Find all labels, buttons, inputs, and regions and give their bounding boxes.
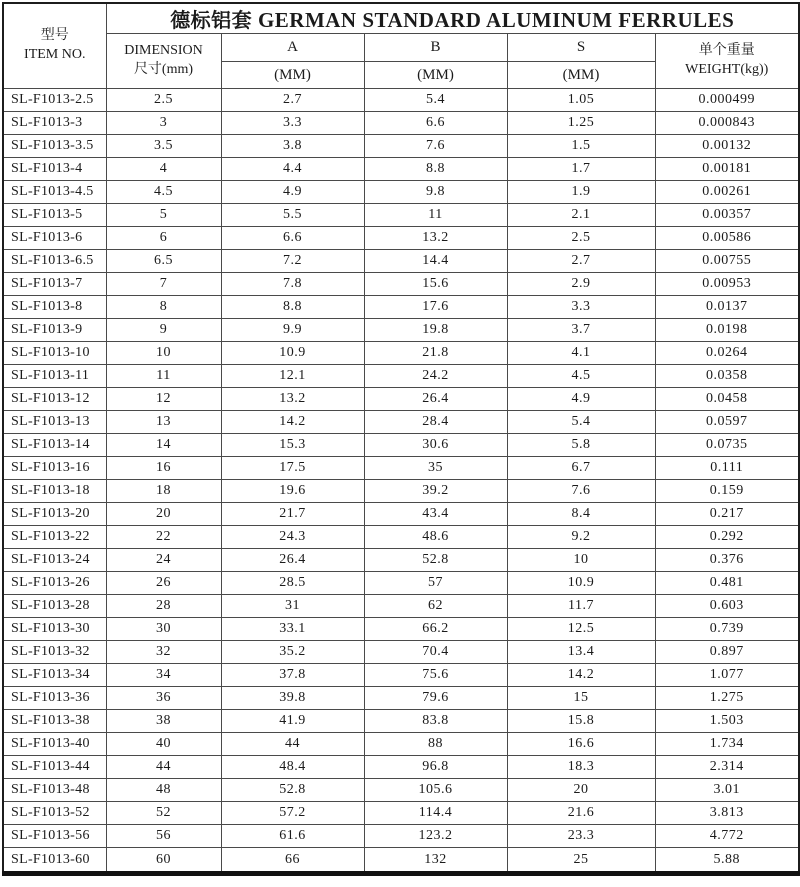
cell-s: 14.2 <box>507 664 655 687</box>
cell-s: 7.6 <box>507 480 655 503</box>
cell-weight: 0.0198 <box>655 319 799 342</box>
cell-b: 14.4 <box>364 250 507 273</box>
header-weight-en: WEIGHT(kg)) <box>685 62 769 77</box>
cell-b: 132 <box>364 848 507 874</box>
table-row <box>3 135 799 158</box>
cell-s: 2.9 <box>507 273 655 296</box>
cell-dimension: 13 <box>106 411 221 434</box>
cell-a: 35.2 <box>221 641 364 664</box>
cell-weight: 0.0735 <box>655 434 799 457</box>
cell-a: 3.8 <box>221 135 364 158</box>
cell-item-no: SL-F1013-48 <box>3 779 106 802</box>
cell-a: 12.1 <box>221 365 364 388</box>
table-row <box>3 319 799 342</box>
cell-item-no: SL-F1013-5 <box>3 204 106 227</box>
cell-b: 52.8 <box>364 549 507 572</box>
cell-s: 25 <box>507 848 655 874</box>
cell-s: 20 <box>507 779 655 802</box>
cell-dimension: 12 <box>106 388 221 411</box>
cell-a: 7.2 <box>221 250 364 273</box>
cell-a: 5.5 <box>221 204 364 227</box>
cell-b: 21.8 <box>364 342 507 365</box>
cell-weight: 0.00261 <box>655 181 799 204</box>
cell-item-no: SL-F1013-6.5 <box>3 250 106 273</box>
cell-b: 43.4 <box>364 503 507 526</box>
cell-s: 4.1 <box>507 342 655 365</box>
cell-weight: 0.111 <box>655 457 799 480</box>
cell-item-no: SL-F1013-7 <box>3 273 106 296</box>
table-row <box>3 687 799 710</box>
cell-dimension: 18 <box>106 480 221 503</box>
cell-b: 7.6 <box>364 135 507 158</box>
cell-s: 5.4 <box>507 411 655 434</box>
cell-b: 30.6 <box>364 434 507 457</box>
cell-dimension: 28 <box>106 595 221 618</box>
cell-b: 70.4 <box>364 641 507 664</box>
cell-weight: 0.00755 <box>655 250 799 273</box>
cell-a: 2.7 <box>221 89 364 112</box>
cell-b: 26.4 <box>364 388 507 411</box>
cell-weight: 0.0137 <box>655 296 799 319</box>
cell-s: 2.5 <box>507 227 655 250</box>
cell-b: 114.4 <box>364 802 507 825</box>
cell-a: 33.1 <box>221 618 364 641</box>
table-title-en: GERMAN STANDARD ALUMINUM FERRULES <box>257 8 735 32</box>
header-col-b: B <box>364 34 507 62</box>
title-row <box>3 3 799 34</box>
cell-weight: 1.077 <box>655 664 799 687</box>
cell-weight: 0.603 <box>655 595 799 618</box>
header-col-a: A <box>221 34 364 62</box>
header-col-a-unit: (MM) <box>221 62 364 89</box>
table-row <box>3 411 799 434</box>
cell-b: 8.8 <box>364 158 507 181</box>
cell-s: 4.5 <box>507 365 655 388</box>
cell-s: 5.8 <box>507 434 655 457</box>
table-row <box>3 733 799 756</box>
table-row <box>3 618 799 641</box>
cell-weight: 0.217 <box>655 503 799 526</box>
cell-item-no: SL-F1013-11 <box>3 365 106 388</box>
header-col-s: S <box>507 34 655 62</box>
cell-dimension: 20 <box>106 503 221 526</box>
cell-s: 13.4 <box>507 641 655 664</box>
cell-s: 6.7 <box>507 457 655 480</box>
cell-item-no: SL-F1013-13 <box>3 411 106 434</box>
cell-b: 39.2 <box>364 480 507 503</box>
table-row <box>3 457 799 480</box>
table-row <box>3 365 799 388</box>
cell-a: 9.9 <box>221 319 364 342</box>
table-row <box>3 250 799 273</box>
cell-a: 48.4 <box>221 756 364 779</box>
cell-item-no: SL-F1013-56 <box>3 825 106 848</box>
cell-weight: 1.734 <box>655 733 799 756</box>
cell-item-no: SL-F1013-3 <box>3 112 106 135</box>
cell-b: 9.8 <box>364 181 507 204</box>
cell-s: 15.8 <box>507 710 655 733</box>
cell-s: 12.5 <box>507 618 655 641</box>
cell-a: 31 <box>221 595 364 618</box>
cell-b: 5.4 <box>364 89 507 112</box>
cell-s: 1.9 <box>507 181 655 204</box>
table-row <box>3 434 799 457</box>
cell-b: 11 <box>364 204 507 227</box>
cell-s: 1.25 <box>507 112 655 135</box>
table-row <box>3 572 799 595</box>
cell-dimension: 5 <box>106 204 221 227</box>
cell-weight: 0.159 <box>655 480 799 503</box>
cell-s: 18.3 <box>507 756 655 779</box>
cell-s: 2.1 <box>507 204 655 227</box>
cell-b: 17.6 <box>364 296 507 319</box>
cell-s: 10 <box>507 549 655 572</box>
cell-s: 3.3 <box>507 296 655 319</box>
cell-item-no: SL-F1013-52 <box>3 802 106 825</box>
cell-s: 2.7 <box>507 250 655 273</box>
cell-item-no: SL-F1013-3.5 <box>3 135 106 158</box>
cell-weight: 0.292 <box>655 526 799 549</box>
table-title <box>106 3 799 34</box>
cell-a: 39.8 <box>221 687 364 710</box>
cell-a: 19.6 <box>221 480 364 503</box>
cell-weight: 3.813 <box>655 802 799 825</box>
cell-weight: 0.0597 <box>655 411 799 434</box>
subheader-row-labels <box>3 34 799 62</box>
cell-a: 14.2 <box>221 411 364 434</box>
cell-s: 21.6 <box>507 802 655 825</box>
cell-b: 6.6 <box>364 112 507 135</box>
cell-a: 57.2 <box>221 802 364 825</box>
table-row <box>3 342 799 365</box>
cell-item-no: SL-F1013-20 <box>3 503 106 526</box>
table-row <box>3 227 799 250</box>
cell-item-no: SL-F1013-38 <box>3 710 106 733</box>
cell-b: 19.8 <box>364 319 507 342</box>
cell-dimension: 60 <box>106 848 221 874</box>
header-item-no <box>3 3 106 89</box>
cell-dimension: 56 <box>106 825 221 848</box>
cell-dimension: 34 <box>106 664 221 687</box>
cell-weight: 0.00586 <box>655 227 799 250</box>
table-row <box>3 526 799 549</box>
table-row <box>3 273 799 296</box>
cell-item-no: SL-F1013-18 <box>3 480 106 503</box>
cell-dimension: 16 <box>106 457 221 480</box>
cell-weight: 0.0358 <box>655 365 799 388</box>
cell-dimension: 6.5 <box>106 250 221 273</box>
cell-a: 3.3 <box>221 112 364 135</box>
cell-dimension: 3 <box>106 112 221 135</box>
cell-a: 28.5 <box>221 572 364 595</box>
cell-dimension: 6 <box>106 227 221 250</box>
table-row <box>3 848 799 874</box>
table-row <box>3 480 799 503</box>
cell-dimension: 36 <box>106 687 221 710</box>
table-row <box>3 664 799 687</box>
cell-b: 13.2 <box>364 227 507 250</box>
table-body <box>3 89 799 874</box>
cell-dimension: 11 <box>106 365 221 388</box>
table-row <box>3 181 799 204</box>
cell-s: 9.2 <box>507 526 655 549</box>
cell-s: 11.7 <box>507 595 655 618</box>
cell-a: 4.9 <box>221 181 364 204</box>
cell-item-no: SL-F1013-24 <box>3 549 106 572</box>
cell-b: 62 <box>364 595 507 618</box>
cell-a: 41.9 <box>221 710 364 733</box>
cell-weight: 0.00132 <box>655 135 799 158</box>
cell-dimension: 26 <box>106 572 221 595</box>
table-row <box>3 756 799 779</box>
cell-weight: 1.275 <box>655 687 799 710</box>
cell-b: 57 <box>364 572 507 595</box>
cell-s: 16.6 <box>507 733 655 756</box>
cell-a: 24.3 <box>221 526 364 549</box>
cell-item-no: SL-F1013-44 <box>3 756 106 779</box>
cell-a: 61.6 <box>221 825 364 848</box>
cell-weight: 3.01 <box>655 779 799 802</box>
cell-weight: 0.000843 <box>655 112 799 135</box>
ferrules-spec-table <box>2 2 800 876</box>
header-item-no-en: ITEM NO. <box>24 47 86 62</box>
cell-a: 15.3 <box>221 434 364 457</box>
cell-a: 52.8 <box>221 779 364 802</box>
cell-s: 10.9 <box>507 572 655 595</box>
cell-dimension: 10 <box>106 342 221 365</box>
cell-a: 6.6 <box>221 227 364 250</box>
cell-a: 4.4 <box>221 158 364 181</box>
cell-dimension: 24 <box>106 549 221 572</box>
header-item-no-zh: 型号 <box>40 28 69 44</box>
cell-item-no: SL-F1013-34 <box>3 664 106 687</box>
cell-dimension: 8 <box>106 296 221 319</box>
cell-weight: 0.00953 <box>655 273 799 296</box>
cell-item-no: SL-F1013-26 <box>3 572 106 595</box>
cell-dimension: 14 <box>106 434 221 457</box>
header-col-s-unit: (MM) <box>507 62 655 89</box>
cell-item-no: SL-F1013-36 <box>3 687 106 710</box>
table-row <box>3 158 799 181</box>
cell-a: 37.8 <box>221 664 364 687</box>
cell-weight: 4.772 <box>655 825 799 848</box>
cell-b: 123.2 <box>364 825 507 848</box>
cell-dimension: 22 <box>106 526 221 549</box>
cell-s: 15 <box>507 687 655 710</box>
header-weight-zh: 单个重量 <box>698 43 755 59</box>
cell-s: 8.4 <box>507 503 655 526</box>
cell-item-no: SL-F1013-8 <box>3 296 106 319</box>
cell-dimension: 40 <box>106 733 221 756</box>
cell-b: 66.2 <box>364 618 507 641</box>
cell-b: 48.6 <box>364 526 507 549</box>
cell-s: 1.7 <box>507 158 655 181</box>
cell-a: 10.9 <box>221 342 364 365</box>
cell-item-no: SL-F1013-28 <box>3 595 106 618</box>
table-row <box>3 779 799 802</box>
cell-item-no: SL-F1013-60 <box>3 848 106 874</box>
cell-dimension: 4.5 <box>106 181 221 204</box>
cell-b: 105.6 <box>364 779 507 802</box>
cell-b: 28.4 <box>364 411 507 434</box>
cell-a: 8.8 <box>221 296 364 319</box>
cell-b: 96.8 <box>364 756 507 779</box>
table-header <box>3 3 799 89</box>
header-col-b-unit: (MM) <box>364 62 507 89</box>
table-row <box>3 89 799 112</box>
cell-weight: 2.314 <box>655 756 799 779</box>
table-row <box>3 388 799 411</box>
cell-weight: 0.000499 <box>655 89 799 112</box>
cell-dimension: 4 <box>106 158 221 181</box>
cell-weight: 0.376 <box>655 549 799 572</box>
cell-b: 88 <box>364 733 507 756</box>
table-row <box>3 503 799 526</box>
cell-a: 26.4 <box>221 549 364 572</box>
cell-weight: 0.00357 <box>655 204 799 227</box>
cell-a: 13.2 <box>221 388 364 411</box>
header-weight <box>655 34 799 89</box>
header-dimension-en: DIMENSION <box>124 43 203 59</box>
cell-a: 7.8 <box>221 273 364 296</box>
cell-weight: 0.897 <box>655 641 799 664</box>
cell-s: 1.5 <box>507 135 655 158</box>
table-row <box>3 710 799 733</box>
table-row <box>3 112 799 135</box>
cell-item-no: SL-F1013-40 <box>3 733 106 756</box>
cell-item-no: SL-F1013-30 <box>3 618 106 641</box>
cell-item-no: SL-F1013-32 <box>3 641 106 664</box>
table-row <box>3 549 799 572</box>
cell-item-no: SL-F1013-4.5 <box>3 181 106 204</box>
cell-dimension: 30 <box>106 618 221 641</box>
cell-item-no: SL-F1013-12 <box>3 388 106 411</box>
table-row <box>3 802 799 825</box>
table-row <box>3 825 799 848</box>
cell-item-no: SL-F1013-22 <box>3 526 106 549</box>
cell-dimension: 38 <box>106 710 221 733</box>
cell-weight: 0.739 <box>655 618 799 641</box>
cell-item-no: SL-F1013-16 <box>3 457 106 480</box>
cell-s: 3.7 <box>507 319 655 342</box>
cell-dimension: 3.5 <box>106 135 221 158</box>
cell-dimension: 44 <box>106 756 221 779</box>
table-row <box>3 204 799 227</box>
cell-a: 21.7 <box>221 503 364 526</box>
cell-item-no: SL-F1013-9 <box>3 319 106 342</box>
header-dimension <box>106 34 221 89</box>
table-row <box>3 296 799 319</box>
cell-b: 35 <box>364 457 507 480</box>
cell-weight: 5.88 <box>655 848 799 874</box>
cell-item-no: SL-F1013-10 <box>3 342 106 365</box>
cell-a: 66 <box>221 848 364 874</box>
cell-s: 4.9 <box>507 388 655 411</box>
cell-item-no: SL-F1013-4 <box>3 158 106 181</box>
header-dimension-zh: 尺寸(mm) <box>133 62 194 77</box>
cell-weight: 0.00181 <box>655 158 799 181</box>
cell-item-no: SL-F1013-6 <box>3 227 106 250</box>
cell-dimension: 2.5 <box>106 89 221 112</box>
cell-dimension: 32 <box>106 641 221 664</box>
cell-b: 75.6 <box>364 664 507 687</box>
cell-weight: 0.0264 <box>655 342 799 365</box>
cell-dimension: 52 <box>106 802 221 825</box>
cell-dimension: 7 <box>106 273 221 296</box>
cell-item-no: SL-F1013-2.5 <box>3 89 106 112</box>
cell-item-no: SL-F1013-14 <box>3 434 106 457</box>
table-title-zh: 德标铝套 <box>170 10 253 32</box>
cell-weight: 0.481 <box>655 572 799 595</box>
cell-s: 1.05 <box>507 89 655 112</box>
cell-dimension: 9 <box>106 319 221 342</box>
table-row <box>3 595 799 618</box>
table-row <box>3 641 799 664</box>
cell-dimension: 48 <box>106 779 221 802</box>
cell-s: 23.3 <box>507 825 655 848</box>
cell-b: 79.6 <box>364 687 507 710</box>
cell-b: 83.8 <box>364 710 507 733</box>
cell-weight: 1.503 <box>655 710 799 733</box>
cell-weight: 0.0458 <box>655 388 799 411</box>
cell-b: 15.6 <box>364 273 507 296</box>
cell-b: 24.2 <box>364 365 507 388</box>
cell-a: 44 <box>221 733 364 756</box>
cell-a: 17.5 <box>221 457 364 480</box>
